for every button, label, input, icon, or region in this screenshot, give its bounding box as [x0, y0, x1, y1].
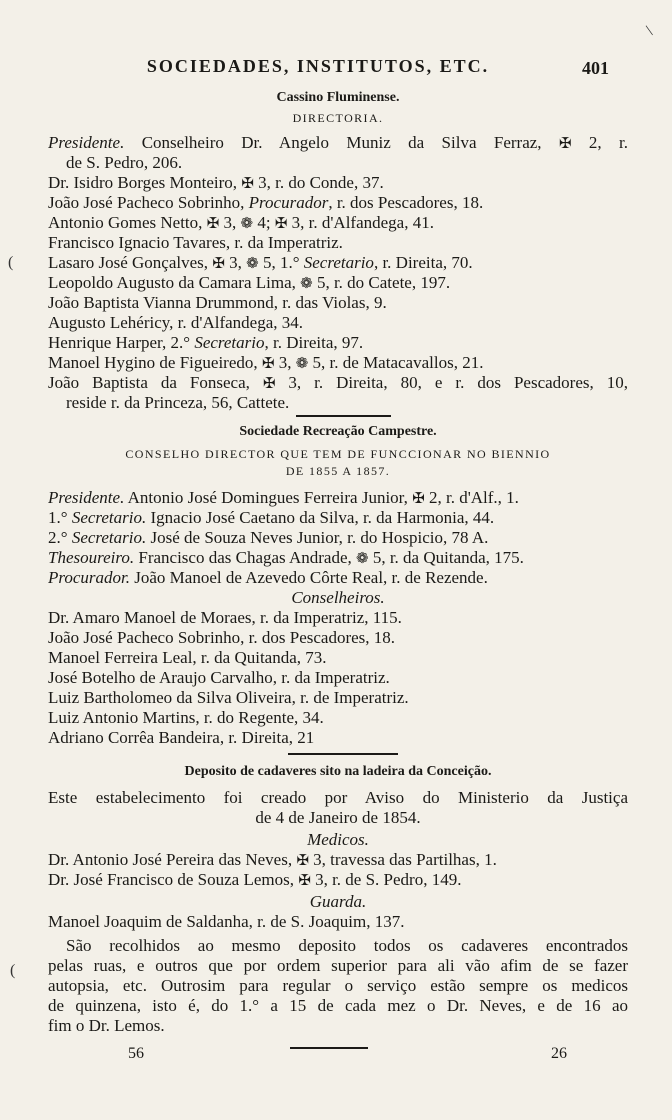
deposito-intro: de 4 de Janeiro de 1854. [255, 808, 421, 827]
cassino-line: Antonio Gomes Netto, ✠ 3, ❁ 4; ✠ 3, r. d'Alfandega, 41. [48, 213, 434, 232]
cassino-line: Manoel Hygino de Figueiredo, ✠ 3, ❁ 5, r. de Matacavallos, 21. [48, 353, 484, 372]
conselheiro-entry: Luiz Antonio Martins, r. do Regente, 34. [48, 708, 324, 727]
margin-mark: / [641, 24, 659, 38]
deposito-paragraph-line: de quinzena, isto é, do 1.° a 15 de cada mez o Dr. Neves, e de 16 ao [48, 996, 628, 1015]
deposito-paragraph-line: autopsia, etc. Outrosim para regular o serviço estão sempre os medicos [48, 976, 628, 995]
recreacao-subtitle-2: DE 1855 A 1857. [285, 464, 391, 478]
conselheiro-entry: Luiz Bartholomeo da Silva Oliveira, r. de Imperatriz. [48, 688, 409, 707]
recreacao-officer: Thesoureiro. Francisco das Chagas Andrade, ❁ 5, r. da Quitanda, 175. [48, 548, 524, 567]
conselheiro-entry: João José Pacheco Sobrinho, r. dos Pescadores, 18. [48, 628, 396, 647]
section-title-deposito: Deposito de cadaveres sito na ladeira da Conceição. [184, 764, 492, 779]
conselheiro-entry: Manoel Ferreira Leal, r. da Quitanda, 73. [48, 648, 327, 667]
cassino-line: de S. Pedro, 206. [66, 153, 183, 172]
section-title-recreacao: Sociedade Recreação Campestre. [239, 424, 437, 439]
deposito-paragraph-line: fim o Dr. Lemos. [48, 1016, 165, 1035]
running-header: SOCIEDADES, INSTITUTOS, ETC. [146, 56, 490, 76]
medico-entry: Dr. José Francisco de Souza Lemos, ✠ 3, r. de S. Pedro, 149. [48, 870, 462, 889]
section-divider [296, 415, 391, 417]
guarda-entry: Manoel Joaquim de Saldanha, r. de S. Joaquim, 137. [48, 912, 405, 931]
cassino-line: Henrique Harper, 2.° Secretario, r. Direita, 97. [48, 333, 364, 352]
page-number: 401 [582, 58, 609, 78]
conselheiro-entry: Dr. Amaro Manoel de Moraes, r. da Imperatriz, 115. [48, 608, 402, 627]
conselheiro-entry: José Botelho de Araujo Carvalho, r. da Imperatriz. [48, 668, 390, 687]
recreacao-subtitle-1: CONSELHO DIRECTOR QUE TEM DE FUNCCIONAR NO BIENNIO [125, 447, 551, 461]
medico-entry: Dr. Antonio José Pereira das Neves, ✠ 3, travessa das Partilhas, 1. [48, 850, 497, 869]
section-title-cassino: Cassino Fluminense. [276, 90, 400, 105]
footer-rule [290, 1047, 368, 1049]
deposito-intro: Este estabelecimento foi creado por Aviso do Ministerio da Justiça [48, 788, 628, 807]
guarda-title: Guarda. [309, 892, 367, 911]
margin-mark: ( [8, 254, 14, 271]
margin-mark: ( [10, 962, 16, 979]
recreacao-officer: 1.° Secretario. Ignacio José Caetano da Silva, r. da Harmonia, 44. [48, 508, 495, 527]
cassino-line: Lasaro José Gonçalves, ✠ 3, ❁ 5, 1.° Secretario, r. Direita, 70. [48, 253, 473, 272]
conselheiro-entry: Adriano Corrêa Bandeira, r. Direita, 21 [48, 728, 315, 747]
cassino-line: Augusto Lehéricy, r. d'Alfandega, 34. [48, 313, 303, 332]
cassino-line: reside r. da Princeza, 56, Cattete. [66, 393, 290, 412]
deposito-paragraph-line: São recolhidos ao mesmo deposito todos os cadaveres encontrados [66, 936, 628, 955]
cassino-line: Leopoldo Augusto da Camara Lima, ❁ 5, r. do Catete, 197. [48, 273, 451, 292]
cassino-subtitle: DIRECTORIA. [292, 111, 384, 125]
medicos-title: Medicos. [307, 830, 369, 849]
cassino-line: Presidente. Conselheiro Dr. Angelo Muniz da Silva Ferraz, ✠ 2, r. [48, 133, 628, 152]
cassino-line: Dr. Isidro Borges Monteiro, ✠ 3, r. do Conde, 37. [48, 173, 384, 192]
recreacao-officer: 2.° Secretario. José de Souza Neves Junior, r. do Hospicio, 78 A. [48, 528, 489, 547]
recreacao-officer: Procurador. João Manoel de Azevedo Côrte Real, r. de Rezende. [48, 568, 488, 587]
recreacao-officer: Presidente. Antonio José Domingues Ferreira Junior, ✠ 2, r. d'Alf., 1. [48, 488, 519, 507]
conselheiros-title: Conselheiros. [291, 588, 385, 607]
deposito-paragraph-line: pelas ruas, e outros que por ordem superior para ali vão afim de se fazer [48, 956, 628, 975]
section-divider [288, 753, 398, 755]
footer-left-number: 56 [128, 1045, 144, 1062]
cassino-line: João Baptista da Fonseca, ✠ 3, r. Direita, 80, e r. dos Pescadores, 10, [48, 373, 628, 392]
cassino-line: João José Pacheco Sobrinho, Procurador, r. dos Pescadores, 18. [48, 193, 484, 212]
cassino-line: Francisco Ignacio Tavares, r. da Imperatriz. [48, 233, 343, 252]
cassino-line: João Baptista Vianna Drummond, r. das Violas, 9. [48, 293, 387, 312]
footer-right-number: 26 [551, 1045, 567, 1062]
